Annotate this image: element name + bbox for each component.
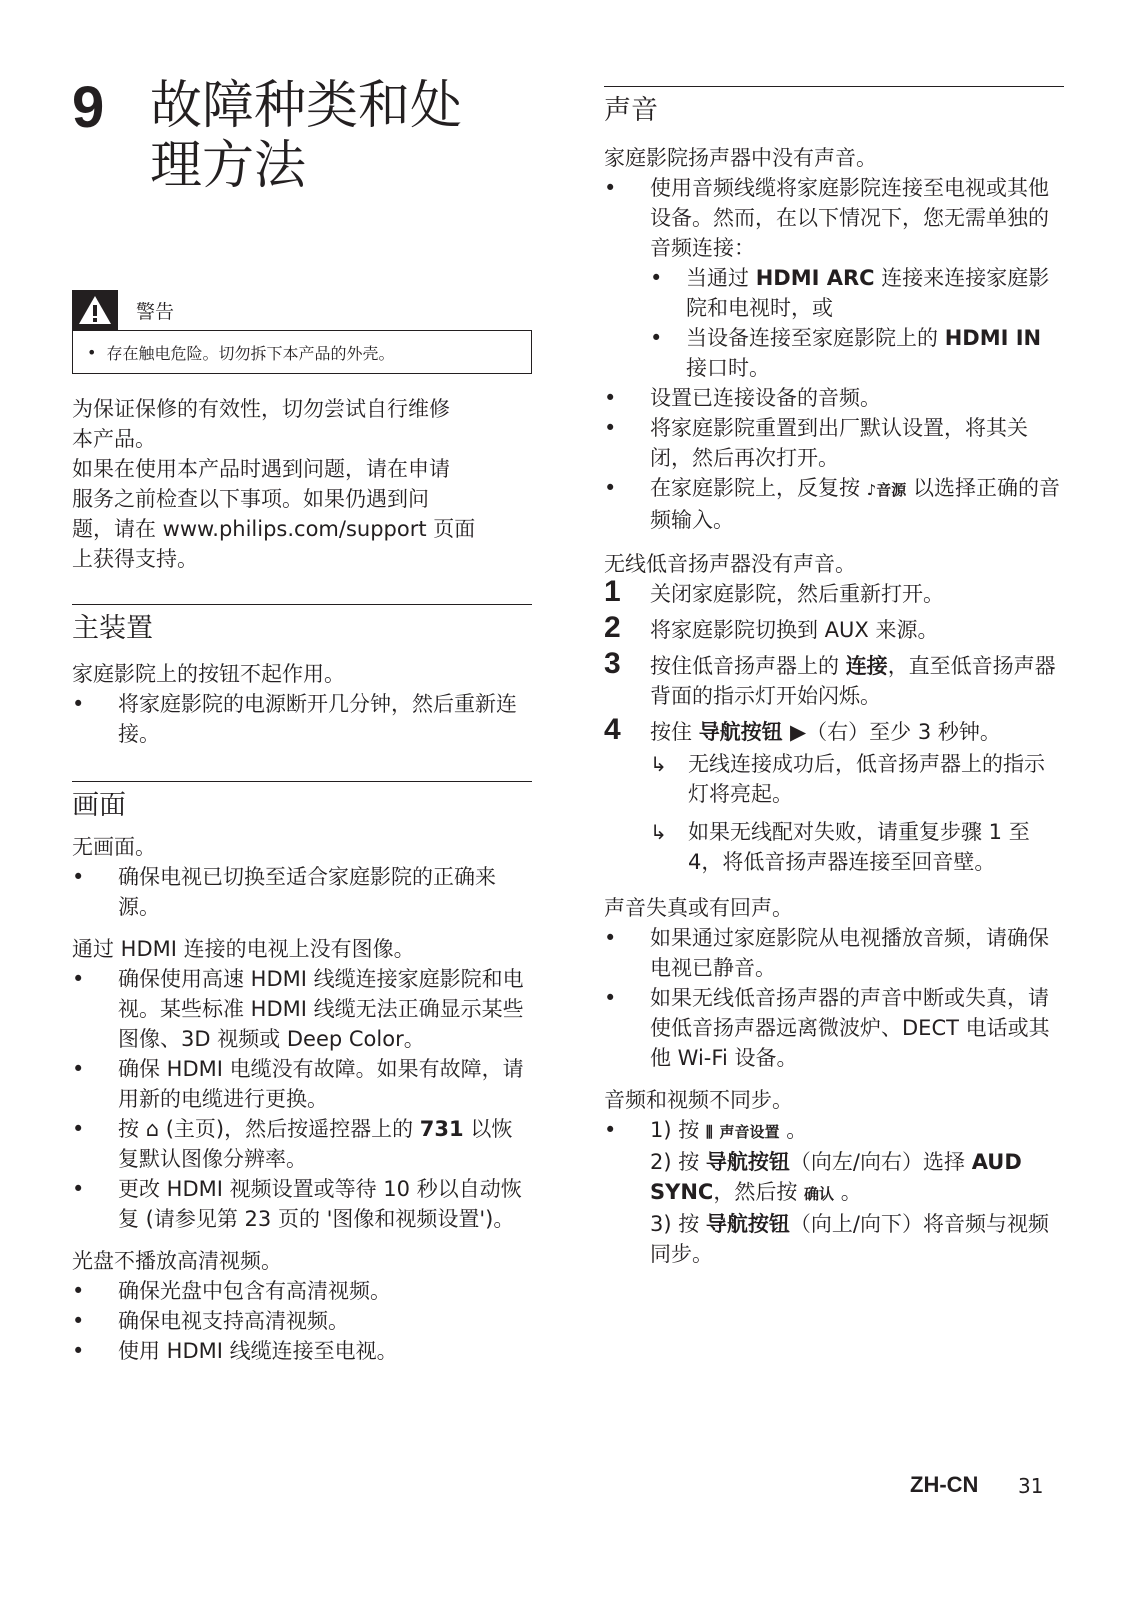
chapter-title (150, 76, 550, 196)
text: 3) 按 (650, 1212, 700, 1236)
sub-list-item (650, 323, 1064, 383)
right-column (604, 86, 1064, 1269)
text: 。 (786, 1118, 808, 1142)
text: （向上/向下）将音频与视频同步。 (650, 1212, 1049, 1266)
text: 按 (118, 1117, 139, 1141)
text: (主页)，然后按遥控器上的 (165, 1117, 414, 1141)
list-item (604, 1115, 1064, 1269)
text: 将家庭影院切换到 AUX 来源。 (650, 618, 939, 642)
text: （向左/向右）选择 (789, 1150, 965, 1174)
text: ，直至低音扬声器背面的指示灯开始闪烁。 (650, 654, 1056, 708)
list-item (72, 1114, 532, 1174)
text: 使用音频线缆将家庭影院连接至电视或其他设备。然而，在以下情况下，您无需单独的音频连接： (650, 176, 1049, 260)
text: 按住 (650, 720, 692, 744)
text: 。 (840, 1180, 862, 1204)
list-item (604, 173, 1064, 383)
instruction-line (650, 1209, 1064, 1269)
result-arrow-icon: ↳ (650, 752, 667, 776)
intro-line: 题，请在 www.philips.com/support 页面 (72, 517, 476, 541)
list-item: • 如果无线低音扬声器的声音中断或失真，请使低音扬声器远离微波炉、DECT 电话或其他 Wi-Fi 设备。 (604, 983, 1064, 1073)
chapter-number: 9 (72, 75, 105, 140)
text: 关闭家庭影院，然后重新打开。 (650, 582, 944, 606)
question-heading: 音频和视频不同步。 (604, 1088, 793, 1112)
step-number: 3 (604, 647, 621, 680)
question-heading: 声音失真或有回声。 (604, 896, 793, 920)
sub-list (650, 263, 1064, 383)
section-divider (604, 86, 1064, 87)
intro-line: 本产品。 (72, 427, 156, 451)
answer-list (604, 173, 1064, 535)
instruction-line (650, 1115, 1064, 1147)
list-item: • 确保光盘中包含有高清视频。 (72, 1276, 532, 1306)
text: 接口时。 (686, 356, 770, 380)
step-number: 2 (604, 611, 621, 644)
warning-content (72, 330, 532, 374)
sub-list-item (650, 263, 1064, 323)
term: 导航按钮 ▶ (698, 720, 807, 744)
intro-line: 如果在使用本产品时遇到问题，请在申请 (72, 457, 450, 481)
chapter-title-line2: 理方法 (150, 136, 307, 196)
warning-box (72, 290, 532, 374)
warning-label: 警告 (136, 300, 175, 323)
list-item: • 确保 HDMI 电缆没有故障。如果有故障，请用新的电缆进行更换。 (72, 1054, 532, 1114)
section-divider (72, 781, 532, 782)
instruction-line (650, 1147, 1064, 1209)
sound-settings-button-label: 声音设置 (719, 1123, 780, 1141)
list-item: • 如果通过家庭影院从电视播放音频，请确保电视已静音。 (604, 923, 1064, 983)
text: 2) 按 (650, 1150, 700, 1174)
step-number: 4 (604, 713, 621, 746)
warning-text: 存在触电危险。切勿拆下本产品的外壳。 (106, 343, 395, 363)
question-heading: 通过 HDMI 连接的电视上没有图像。 (72, 937, 415, 961)
term: HDMI ARC (755, 266, 875, 290)
term: 导航按钮 (705, 1212, 790, 1236)
home-icon: ⌂ (145, 1117, 160, 1141)
intro-paragraph (72, 394, 532, 574)
step-item (604, 575, 1064, 609)
warning-header (72, 290, 532, 330)
question-heading: 家庭影院扬声器中没有声音。 (604, 146, 877, 170)
text: 无线连接成功后，低音扬声器上的指示灯将亮起。 (688, 752, 1045, 806)
question-heading: 光盘不播放高清视频。 (72, 1249, 282, 1273)
section-divider (72, 604, 532, 605)
intro-line: 服务之前检查以下事项。如果仍遇到问 (72, 487, 429, 511)
text: 当通过 (686, 266, 749, 290)
answer-list (604, 923, 1064, 1073)
list-item: • 确保电视支持高清视频。 (72, 1306, 532, 1336)
steps-list (604, 575, 1064, 877)
text: 1) 按 (650, 1118, 700, 1142)
list-item: • 确保使用高速 HDMI 线缆连接家庭影院和电视。某些标准 HDMI 线缆无法正确显示某些图像、3D 视频或 Deep Color。 (72, 964, 532, 1054)
result-item (650, 817, 1064, 877)
section-heading-main-unit: 主装置 (72, 613, 153, 644)
text: （右）至少 3 秒钟。 (806, 720, 1001, 744)
footer-language: ZH-CN (910, 1472, 979, 1497)
intro-line: 为保证保修的有效性，切勿尝试自行维修 (72, 397, 450, 421)
page-number: 31 (1018, 1474, 1044, 1498)
text: 以恢复默认图像分辨率。 (118, 1117, 513, 1171)
list-item: • 将家庭影院的电源断开几分钟，然后重新连接。 (72, 689, 532, 749)
text: 如果无线配对失败，请重复步骤 1 至 4，将低音扬声器连接至回音壁。 (688, 820, 1030, 874)
bullet: • (87, 342, 97, 362)
text: 以选择正确的音频输入。 (650, 476, 1060, 532)
term: AUD SYNC (650, 1150, 1022, 1204)
list-item (604, 473, 1064, 535)
intro-line: 上获得支持。 (72, 547, 198, 571)
question-heading: 家庭影院上的按钮不起作用。 (72, 662, 345, 686)
code: 731 (419, 1117, 464, 1141)
section-heading-sound: 声音 (604, 95, 658, 126)
step-item (604, 611, 1064, 645)
text: 在家庭影院上，反复按 (650, 476, 860, 500)
question-heading: 无线低音扬声器没有声音。 (604, 552, 856, 576)
answer-list (72, 1276, 532, 1366)
list-item: • 更改 HDMI 视频设置或等待 10 秒以自动恢复 (请参见第 23 页的 '图像和视频设置')。 (72, 1174, 532, 1234)
source-button-label: ♪音源 (866, 481, 907, 499)
answer-list (604, 1115, 1064, 1269)
ok-button-label: 确认 (804, 1185, 835, 1203)
list-item: • 使用 HDMI 线缆连接至电视。 (72, 1336, 532, 1366)
text: 连接来连接家庭影院和电视时，或 (686, 266, 1050, 320)
term: 导航按钮 (705, 1150, 790, 1174)
result-arrow-icon: ↳ (650, 820, 667, 844)
text: ，然后按 (713, 1180, 798, 1204)
text: 当设备连接至家庭影院上的 (686, 326, 938, 350)
section-heading-picture: 画面 (72, 790, 126, 821)
warning-icon (72, 290, 118, 330)
answer-list (72, 689, 532, 749)
term: HDMI IN (944, 326, 1042, 350)
sound-settings-icon: ⫼ (705, 1123, 713, 1141)
result-item (650, 749, 1064, 809)
list-item: • 确保电视已切换至适合家庭影院的正确来源。 (72, 862, 532, 922)
answer-list (72, 862, 532, 922)
step-number: 1 (604, 575, 621, 608)
chapter-title-line1: 故障种类和处 (150, 76, 463, 136)
list-item: • 设置已连接设备的音频。 (604, 383, 1064, 413)
step-item (604, 713, 1064, 877)
answer-list (72, 964, 532, 1234)
left-column (72, 394, 532, 1366)
list-item: • 将家庭影院重置到出厂默认设置，将其关闭，然后再次打开。 (604, 413, 1064, 473)
text: 按住低音扬声器上的 (650, 654, 839, 678)
question-heading: 无画面。 (72, 835, 156, 859)
step-item (604, 647, 1064, 711)
term: 连接 (845, 654, 888, 678)
